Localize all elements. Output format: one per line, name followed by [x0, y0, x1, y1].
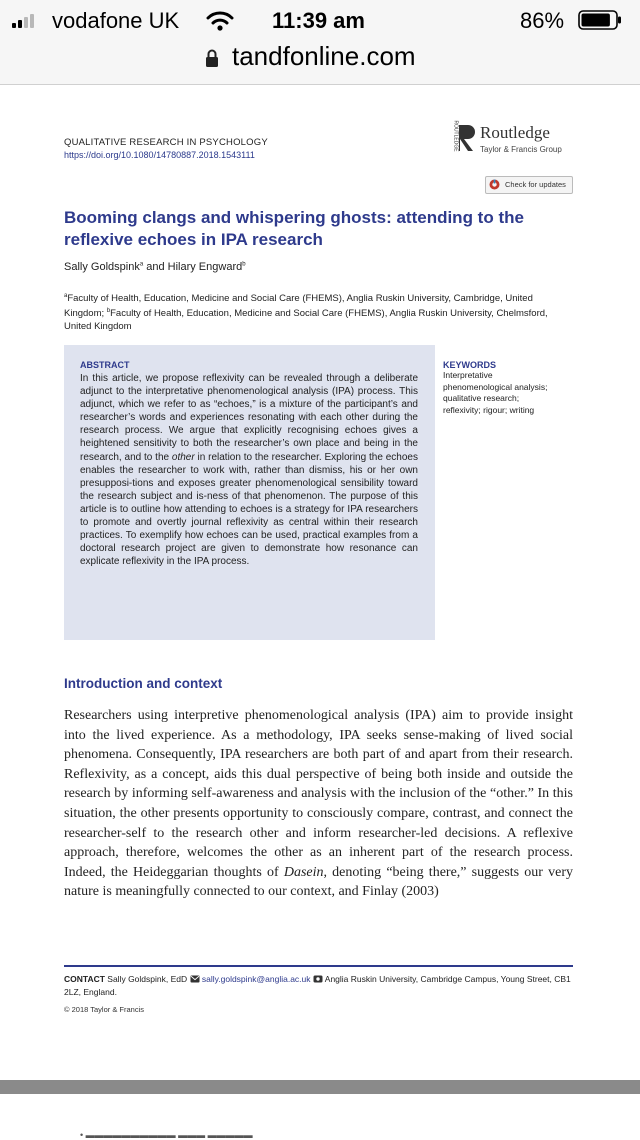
battery-percentage: 86%: [520, 8, 565, 33]
abstract-italic-other: other: [171, 451, 195, 463]
authors-joiner: and: [143, 261, 168, 273]
keywords-line-1: Interpretative: [443, 370, 493, 380]
keywords-line-2: phenomenological analysis;: [443, 381, 548, 392]
affil-a-mark: a: [64, 293, 68, 299]
abstract-text-part-2: in relation to the researcher. Exploring the echoes enables the researcher to work with, rather than dismiss, his or her own presupposi-tions and exposes greater phenomenological sensibility toward the research subject and is-ness of that phenomenon. The purpose of this article is to outline how attending to echoes is a strategy for IPA researchers to promote and overtly journal reflexivity as central within their research practices. To exemplify how echoes can be used, practical examples from a doctoral research project are given to demonstrate how resonance can explicate reflexivity in the IPA process.: [80, 451, 418, 568]
author-list: [64, 261, 246, 273]
contact-name: Sally Goldspink, EdD: [104, 974, 190, 984]
address-icon: [313, 975, 323, 983]
routledge-logo-icon: [456, 123, 478, 153]
carrier-name: vodafone UK: [52, 8, 180, 33]
check-for-updates-label: Check for updates: [505, 180, 566, 189]
author-2-affil-mark: b: [242, 261, 246, 268]
publisher-name: Routledge: [480, 123, 550, 142]
copyright: © 2018 Taylor & Francis: [64, 1005, 145, 1014]
battery-icon: [578, 10, 622, 30]
body-italic-dasein: Dasein: [283, 864, 324, 880]
email-icon: [190, 975, 200, 983]
publisher-logo: [448, 121, 578, 157]
section-heading: Introduction and context: [64, 676, 223, 691]
lock-icon: [205, 48, 219, 68]
contact-address: Anglia Ruskin University, Cambridge Campus, Young Street, CB1 2LZ, England.: [64, 974, 571, 997]
author-1[interactable]: Sally Goldspink: [64, 261, 140, 273]
journal-name: QUALITATIVE RESEARCH IN PSYCHOLOGY: [64, 137, 268, 148]
crossmark-icon: [489, 179, 500, 190]
contact-footnote: [64, 973, 576, 999]
page-gap: [0, 1080, 640, 1094]
contact-email-link[interactable]: sally.goldspink@anglia.ac.uk: [201, 974, 311, 984]
body-paragraph: [64, 706, 573, 902]
affiliation-b: Faculty of Health, Education, Medicine and Social Care (FHEMS), Anglia Ruskin University, Chelmsford, United Kingdom: [64, 308, 548, 333]
keywords-line-3: qualitative research;: [443, 393, 520, 403]
body-text-part-1: Researchers using interpretive phenomenological analysis (IPA) aim to provide insight into the lived experience. As a methodology, IPA seeks sense-making of lived social phenomena. Consequently, IPA researchers are both part of and apart from their research. Reflexivity, as a concept, aids this dual perspective of being both inside and outside the research by informing self-awareness and analysis with the inclusion of the “other.” In this situation, the other presents opportunity to consciously compare, contrast, and connect the researcher-self to the research other and inform researcher-led decisions. A reflexive approach, therefore, welcomes the other as an inherent part of the research process. Indeed, the Heideggarian thoughts of: [64, 708, 573, 880]
article-title: [64, 207, 574, 251]
status-bar: [0, 0, 640, 40]
abstract-heading: ABSTRACT: [80, 360, 130, 370]
body-text-part-2: , denoting “being there,” suggests our very nature is meaningfully connected to our context, and Finlay (2003): [64, 864, 573, 900]
keywords-line-4: reflexivity; rigour; writing: [443, 404, 535, 415]
publisher-group: Taylor & Francis Group: [480, 145, 562, 154]
contact-label: CONTACT: [64, 974, 105, 984]
address-bar[interactable]: [0, 40, 640, 85]
check-for-updates-button[interactable]: [485, 176, 573, 194]
page-url[interactable]: tandfonline.com: [232, 41, 416, 71]
abstract-text-part-1: In this article, we propose reflexivity can be revealed through a deliberate adjunct to the interpretative phenomenological analysis (IPA) process. This adjunct, which we refer to as “echoes,” is a mixture of the participant’s and researcher’s words and experiences resonating with each other during the research process. We argue that explicitly recognising echoes gives a heightened sensitivity to both the researcher’s own place and being in the research, and to the: [80, 373, 418, 463]
keywords-heading: KEYWORDS: [443, 360, 497, 370]
affiliation-a: Faculty of Health, Education, Medicine and Social Care (FHEMS), Anglia Ruskin University, Cambridge, United Kingdom;: [64, 293, 533, 320]
keywords-block: [443, 360, 583, 416]
next-pdf-page[interactable]: [0, 1094, 640, 1140]
footer-divider: [64, 965, 573, 967]
author-1-affil-mark: a: [139, 261, 144, 268]
logo-vertical-text: ROUTLEDGE: [452, 120, 459, 152]
article-title-line-2: reflexive echoes in IPA research: [64, 230, 323, 249]
doi-link[interactable]: https://doi.org/10.1080/14780887.2018.1543111: [64, 150, 255, 160]
affil-b-mark: b: [106, 308, 111, 315]
pdf-page[interactable]: [0, 85, 640, 1080]
next-page-header-fragment: • ▬▬▬▬▬▬▬▬▬▬ ▬▬▬ ▬▬▬▬▬: [80, 1130, 253, 1140]
abstract-text: [80, 372, 418, 568]
article-title-line-1: Booming clangs and whispering ghosts: attending to the: [64, 208, 524, 227]
author-2[interactable]: Hilary Engward: [167, 261, 243, 273]
abstract-box: [64, 345, 435, 640]
clock: 11:39 am: [272, 8, 365, 33]
wifi-icon: [206, 10, 234, 32]
affiliations: [64, 290, 574, 333]
